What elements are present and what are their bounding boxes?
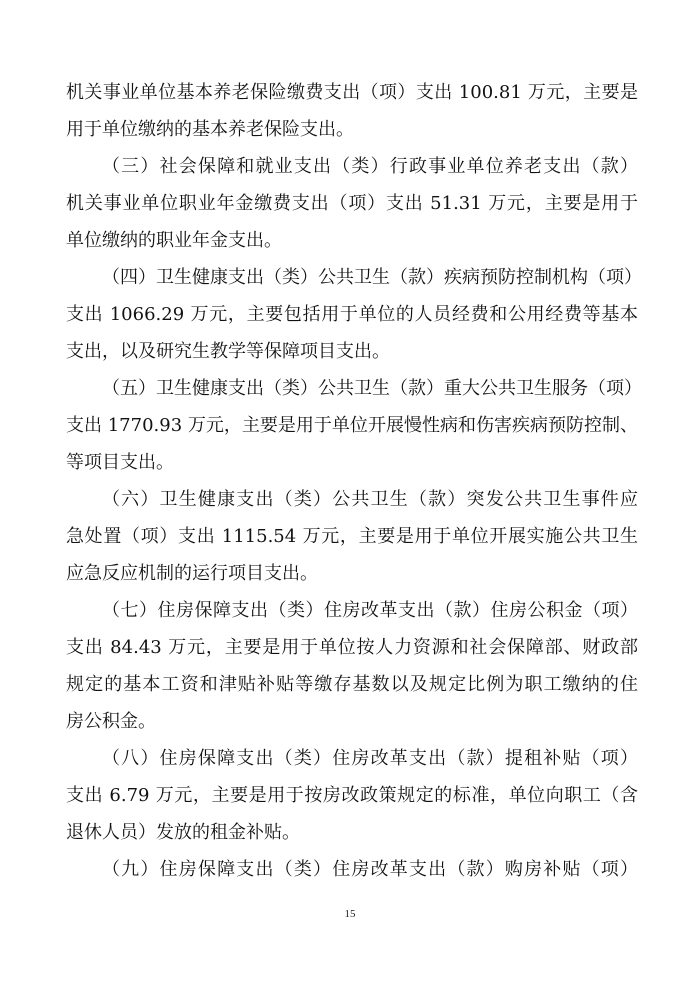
text-line: 用于单位缴纳的基本养老保险支出。 <box>66 119 354 140</box>
text-line: （三）社会保障和就业支出（类）行政事业单位养老支出（款） <box>102 156 638 177</box>
text-line: 退休人员）发放的租金补贴。 <box>66 822 300 843</box>
text-line: 支出 6.79 万元，主要是用于按房改政策规定的标准，单位向职工（含 <box>66 785 638 806</box>
text-line: 应急反应机制的运行项目支出。 <box>66 563 318 584</box>
text-line: （六）卫生健康支出（类）公共卫生（款）突发公共卫生事件应 <box>102 489 638 510</box>
text-line: （九）住房保障支出（类）住房改革支出（款）购房补贴（项） <box>102 859 638 880</box>
page-number: 15 <box>344 908 356 920</box>
text-line: 支出 1770.93 万元，主要是用于单位开展慢性病和伤害疾病预防控制、 <box>66 415 638 436</box>
text-line: 支出 84.43 万元，主要是用于单位按人力资源和社会保障部、财政部 <box>66 637 638 658</box>
text-line: （八）住房保障支出（类）住房改革支出（款）提租补贴（项） <box>102 748 638 769</box>
text-line: （七）住房保障支出（类）住房改革支出（款）住房公积金（项） <box>102 600 638 621</box>
text-line: 房公积金。 <box>66 711 156 732</box>
text-line: 急处置（项）支出 1115.54 万元，主要是用于单位开展实施公共卫生 <box>66 526 638 547</box>
text-line: 等项目支出。 <box>66 452 174 473</box>
document-body <box>66 74 642 888</box>
text-line: 支出 1066.29 万元，主要包括用于单位的人员经费和公用经费等基本 <box>66 304 638 325</box>
text-line: 机关事业单位职业年金缴费支出（项）支出 51.31 万元，主要是用于 <box>66 193 638 214</box>
text-line: 规定的基本工资和津贴补贴等缴存基数以及规定比例为职工缴纳的住 <box>66 674 638 695</box>
text-line: 支出，以及研究生教学等保障项目支出。 <box>66 341 390 362</box>
text-line: 单位缴纳的职业年金支出。 <box>66 230 282 251</box>
text-line: （五）卫生健康支出（类）公共卫生（款）重大公共卫生服务（项） <box>102 378 642 399</box>
text-line: 机关事业单位基本养老保险缴费支出（项）支出 100.81 万元，主要是 <box>66 82 638 103</box>
text-line: （四）卫生健康支出（类）公共卫生（款）疾病预防控制机构（项） <box>102 267 642 288</box>
